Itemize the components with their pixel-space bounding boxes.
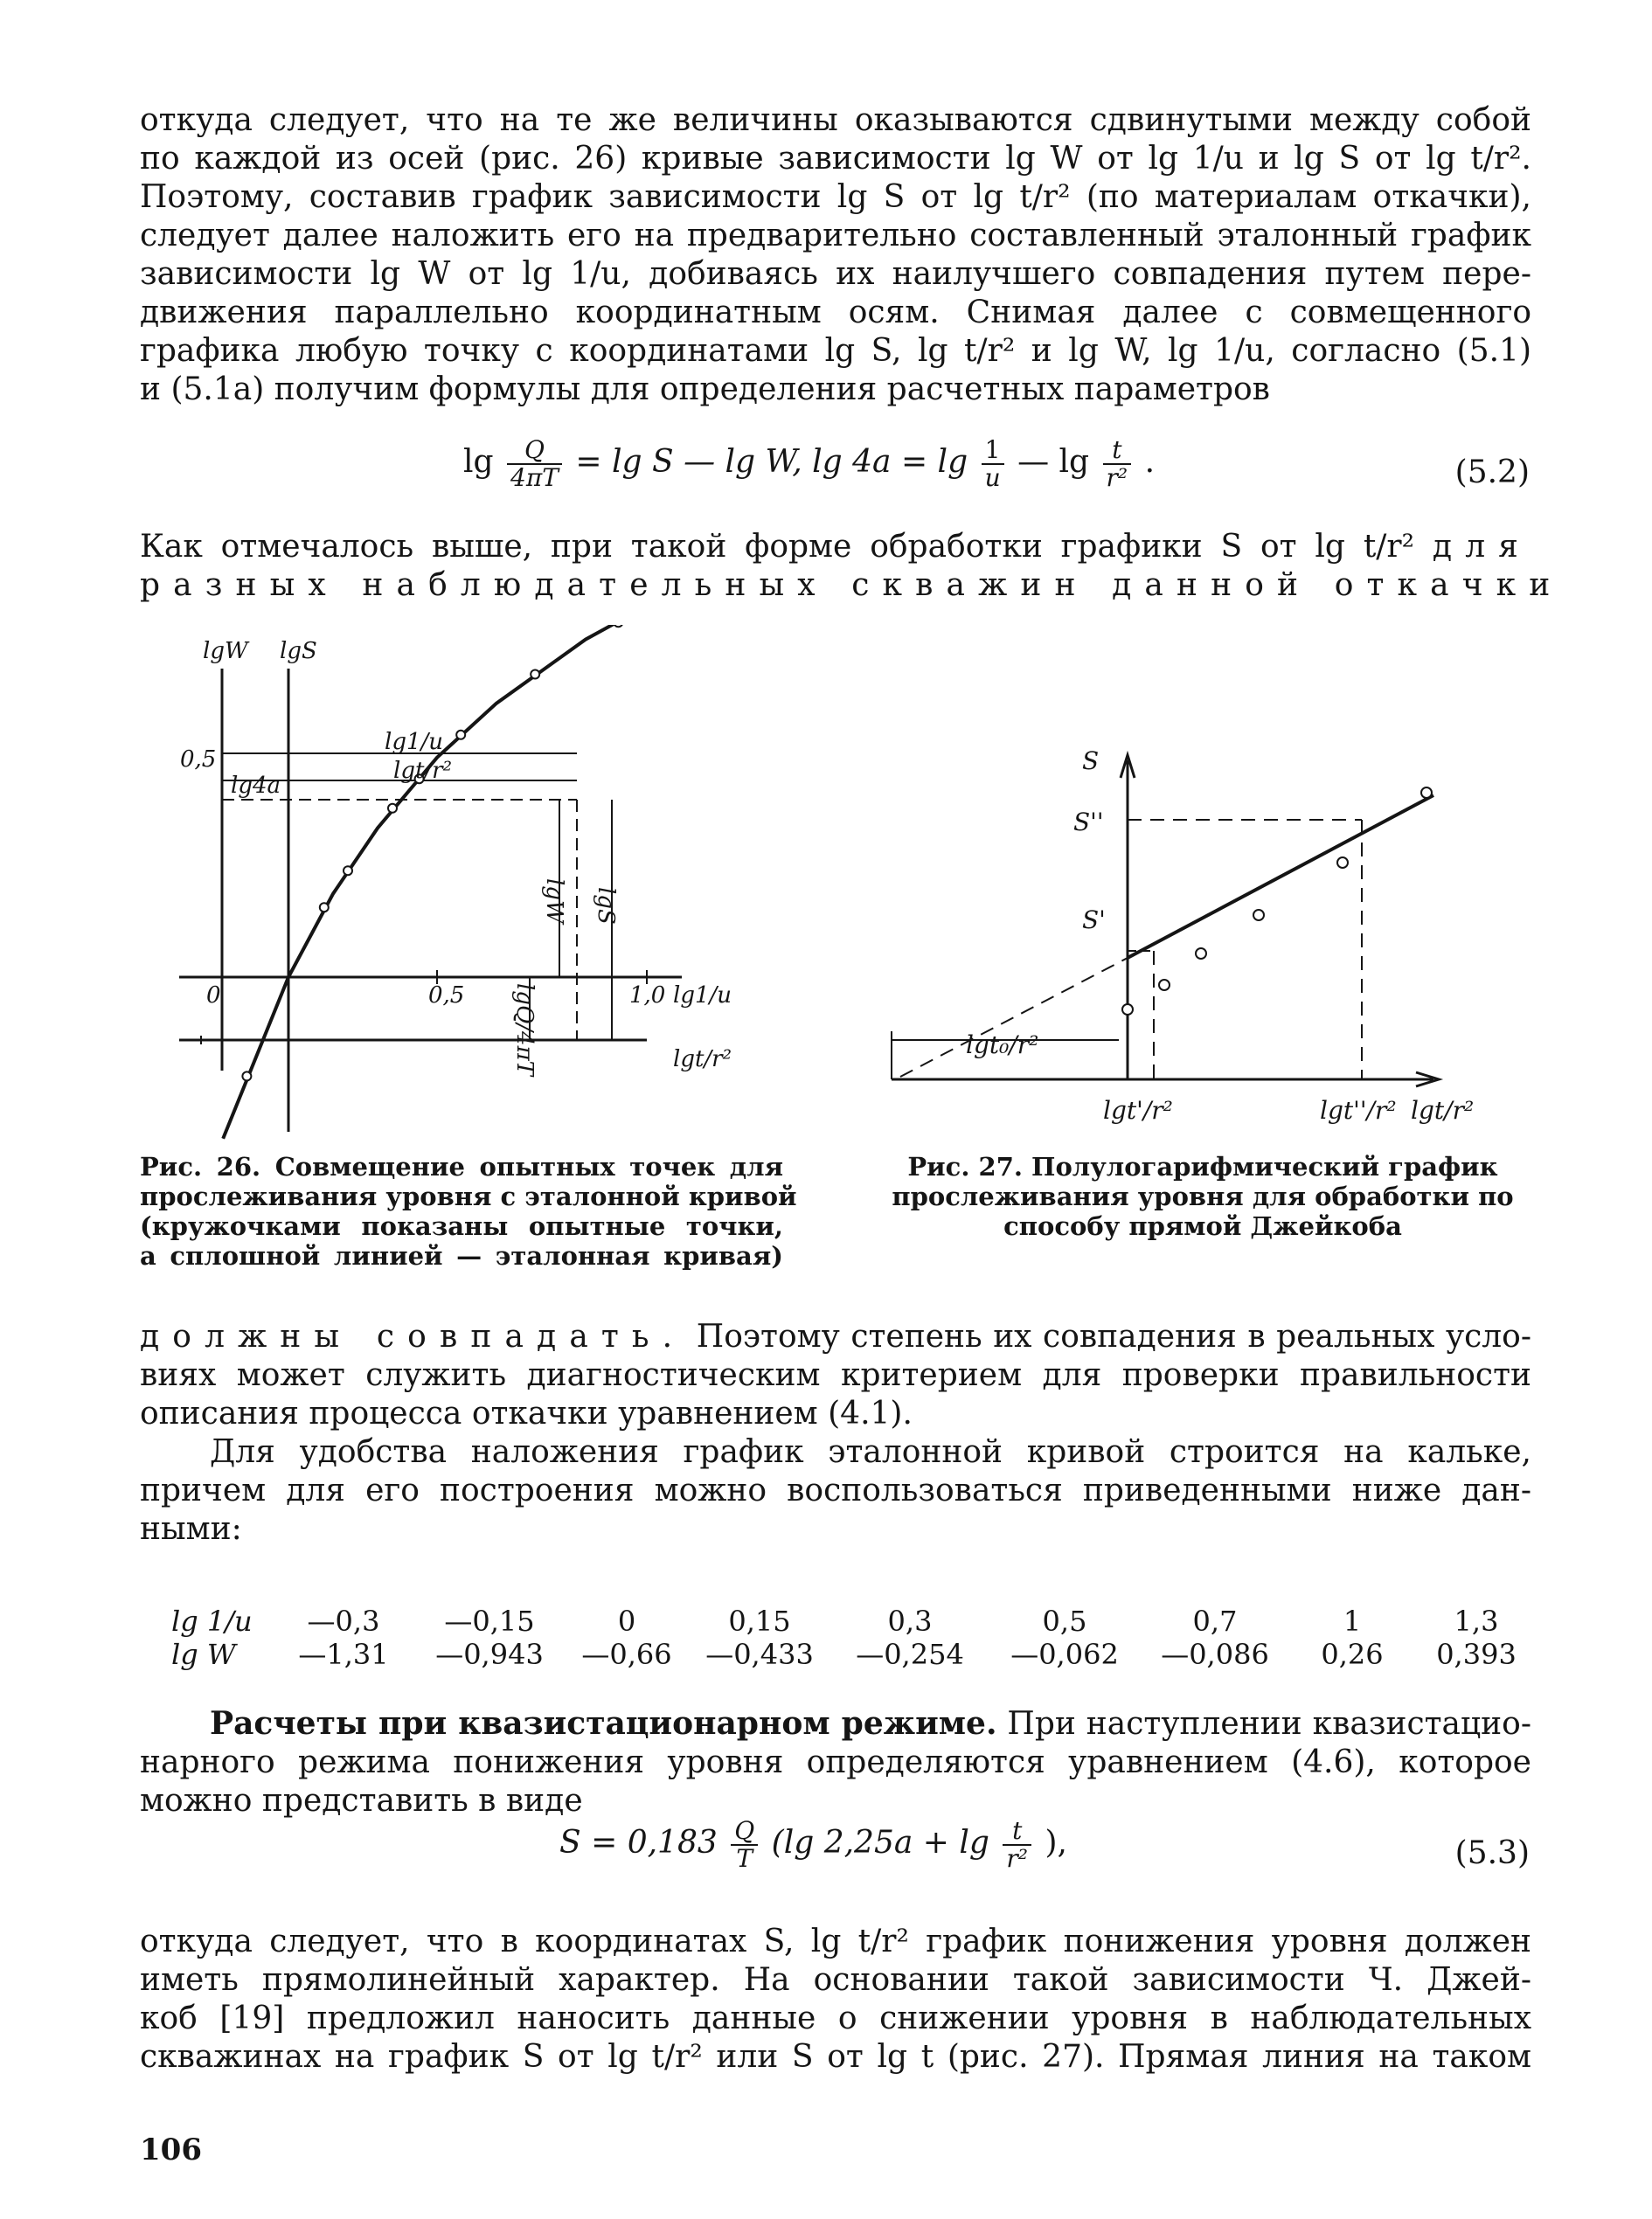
text-line: движения параллельно координатным осям. Снимая далее с совмещенного: [140, 295, 1531, 330]
text-line: описания процесса откачки уравнением (4.1).: [140, 1396, 913, 1432]
paragraph-1: [140, 101, 1531, 409]
equation-number: (5.2): [1454, 454, 1530, 490]
fraction: $\frac{1}{u}$: [982, 437, 1004, 491]
data-point: [320, 903, 329, 912]
val-05-label: 0,5: [180, 746, 217, 773]
text-line: откуда следует, что на те же величины оказываются сдвинутыми между собой: [140, 102, 1531, 138]
text-line: и (5.1а) получим формулы для определения расчетных параметров: [140, 371, 1270, 407]
fraction: $\frac{t}{\text{r²}}$: [1003, 1818, 1031, 1872]
val-10-label: 1,0: [629, 982, 666, 1009]
text-line: зависимости lg W от lg 1/u, добиваясь их наилучшего совпадения путем пере-: [140, 256, 1531, 292]
text-line: виях может служить диагностическим критерием для проверки правильности: [140, 1357, 1531, 1393]
val-05b-label: 0,5: [428, 982, 465, 1009]
data-point: [344, 866, 352, 875]
fraction: $\frac{Q}{T}$: [731, 1818, 758, 1872]
paragraph-3: должны совпадать. Поэтому степень их совпадения в реальных усло- виях может служить диагностическим критерием для проверки правильности описания процесса откачки уравнением (4.1).: [140, 1319, 1531, 1432]
equation-5-2: lg $\frac{Q}{4\pi T}$ = lg S — lg W, lg 4a = lg $\frac{1}{u}$ — lg $\frac{t}{\text{r²}}$ .: [463, 435, 1156, 492]
data-point: [242, 1071, 251, 1080]
figure-26: [157, 625, 839, 1167]
fraction: $\frac{t}{\text{r²}}$: [1103, 437, 1132, 491]
equation-5-3: S = 0,183 $\frac{Q}{T}$ (lg 2,25a + lg $\frac{t}{\text{r²}}$ ),: [559, 1816, 1067, 1873]
lgs-label: lgS: [280, 638, 317, 664]
data-point: [1253, 910, 1264, 920]
figure-27-caption: Рис. 27. Полулогарифмический график прослеживания уровня для обработки по способу прямой Джейкоба: [892, 1152, 1514, 1241]
text-line: причем для его построения можно воспользоваться приведенными ниже дан-: [140, 1473, 1531, 1508]
text-line: графика любую точку с координатами lg S, lg t/r² и lg W, lg 1/u, согласно (5.1): [140, 333, 1531, 369]
text-line: по каждой из осей (рис. 26) кривые зависимости lg W от lg 1/u и lg S от lg t/r².: [140, 141, 1531, 177]
reference-curve: [223, 625, 675, 1139]
page-number: 106: [140, 2132, 202, 2167]
paragraph-2: Как отмечалось выше, при такой форме обработки графики S от lg t/r² для разных наблюдательных скважин данной откачки: [140, 529, 1564, 603]
figure-27: [874, 743, 1538, 1145]
figure-26-caption: Рис. 26. Совмещение опытных точек для прослеживания уровня с эталонной кривой (кружочками показаны опытные точки, а сплошной линией — эталонная кривая): [140, 1152, 797, 1271]
data-point: [614, 625, 622, 627]
equation-number: (5.3): [1454, 1835, 1530, 1871]
text-line: коб [19] предложил наносить данные о снижении уровня в наблюдательных: [140, 2001, 1531, 2036]
text-line: ными:: [140, 1511, 242, 1547]
paragraph-6: [140, 1923, 1531, 2077]
text-line: откуда следует, что в координатах S, lg t/r² график понижения уровня должен: [140, 1924, 1531, 1959]
data-point: [1196, 948, 1206, 959]
lgtr2-axis-label: lgt/r²: [1411, 1096, 1475, 1125]
s1-label: S': [1082, 905, 1106, 934]
lgt1-label: lgt'/r²: [1103, 1096, 1173, 1125]
text-line: нарного режима понижения уровня определяются уравнением (4.6), которое: [140, 1744, 1531, 1780]
lgq-label: lgQ/4πT: [511, 983, 538, 1077]
lgt2-label: lgt''/r²: [1320, 1096, 1397, 1125]
data-point: [1421, 787, 1432, 798]
text-line: скважинах на график S от lg t/r² или S от lg t (рис. 27). Прямая линия на таком: [140, 2039, 1531, 2075]
fraction: $\frac{Q}{4\pi T}$: [507, 437, 562, 491]
text-line: Поэтому, составив график зависимости lg S от lg t/r² (по материалам откачки),: [140, 179, 1531, 215]
lgtr2-label: lgt/r²: [393, 758, 453, 784]
data-point: [1159, 980, 1170, 990]
text-line: следует далее наложить его на предварительно составленный эталонный график: [140, 218, 1531, 253]
text-line: Для удобства наложения график эталонной кривой строится на кальке,: [210, 1434, 1531, 1470]
data-point: [1337, 857, 1348, 868]
reference-curve-table: [166, 1605, 1538, 1671]
experimental-points: [242, 625, 622, 1080]
s-axis-label: S: [1082, 746, 1100, 775]
paragraph-4: [140, 1433, 1531, 1549]
table-row: lg 1/u —0,3 —0,15 0 0,15 0,3 0,5 0,7 1 1,3: [171, 1605, 1499, 1638]
paragraph-5: Расчеты при квазистационарном режиме. При наступлении квазистацио- нарного режима понижения уровня определяются уравнением (4.6), которое можно представить в виде: [140, 1705, 1531, 1819]
lgt0-label: lgt₀/r²: [966, 1030, 1039, 1059]
lgtr2-axis-label: lgt/r²: [673, 1046, 732, 1072]
s2-label: S'': [1073, 808, 1104, 836]
data-point: [456, 731, 465, 739]
data-point: [388, 804, 397, 813]
lgs-vertical-label: lgS: [593, 887, 619, 925]
text-line: иметь прямолинейный характер. На основании такой зависимости Ч. Джей-: [140, 1962, 1531, 1998]
zero-label: 0: [206, 982, 221, 1009]
lg1u-label: lg1/u: [385, 729, 444, 755]
text-line: можно представить в виде: [140, 1783, 583, 1819]
data-point: [1122, 1004, 1133, 1015]
lgw-vertical-label: lgW: [541, 878, 567, 924]
text-line: разных наблюдательных скважин данной откачки: [140, 567, 1564, 603]
lg1u-axis-label: lg1/u: [673, 982, 732, 1009]
data-point: [531, 670, 539, 679]
table-row: lg W —1,31 —0,943 —0,66 —0,433 —0,254 —0,062 —0,086 0,26 0,393: [171, 1638, 1517, 1671]
lg4a-label: lg4a: [231, 773, 281, 799]
lgw-label: lgW: [203, 638, 248, 664]
